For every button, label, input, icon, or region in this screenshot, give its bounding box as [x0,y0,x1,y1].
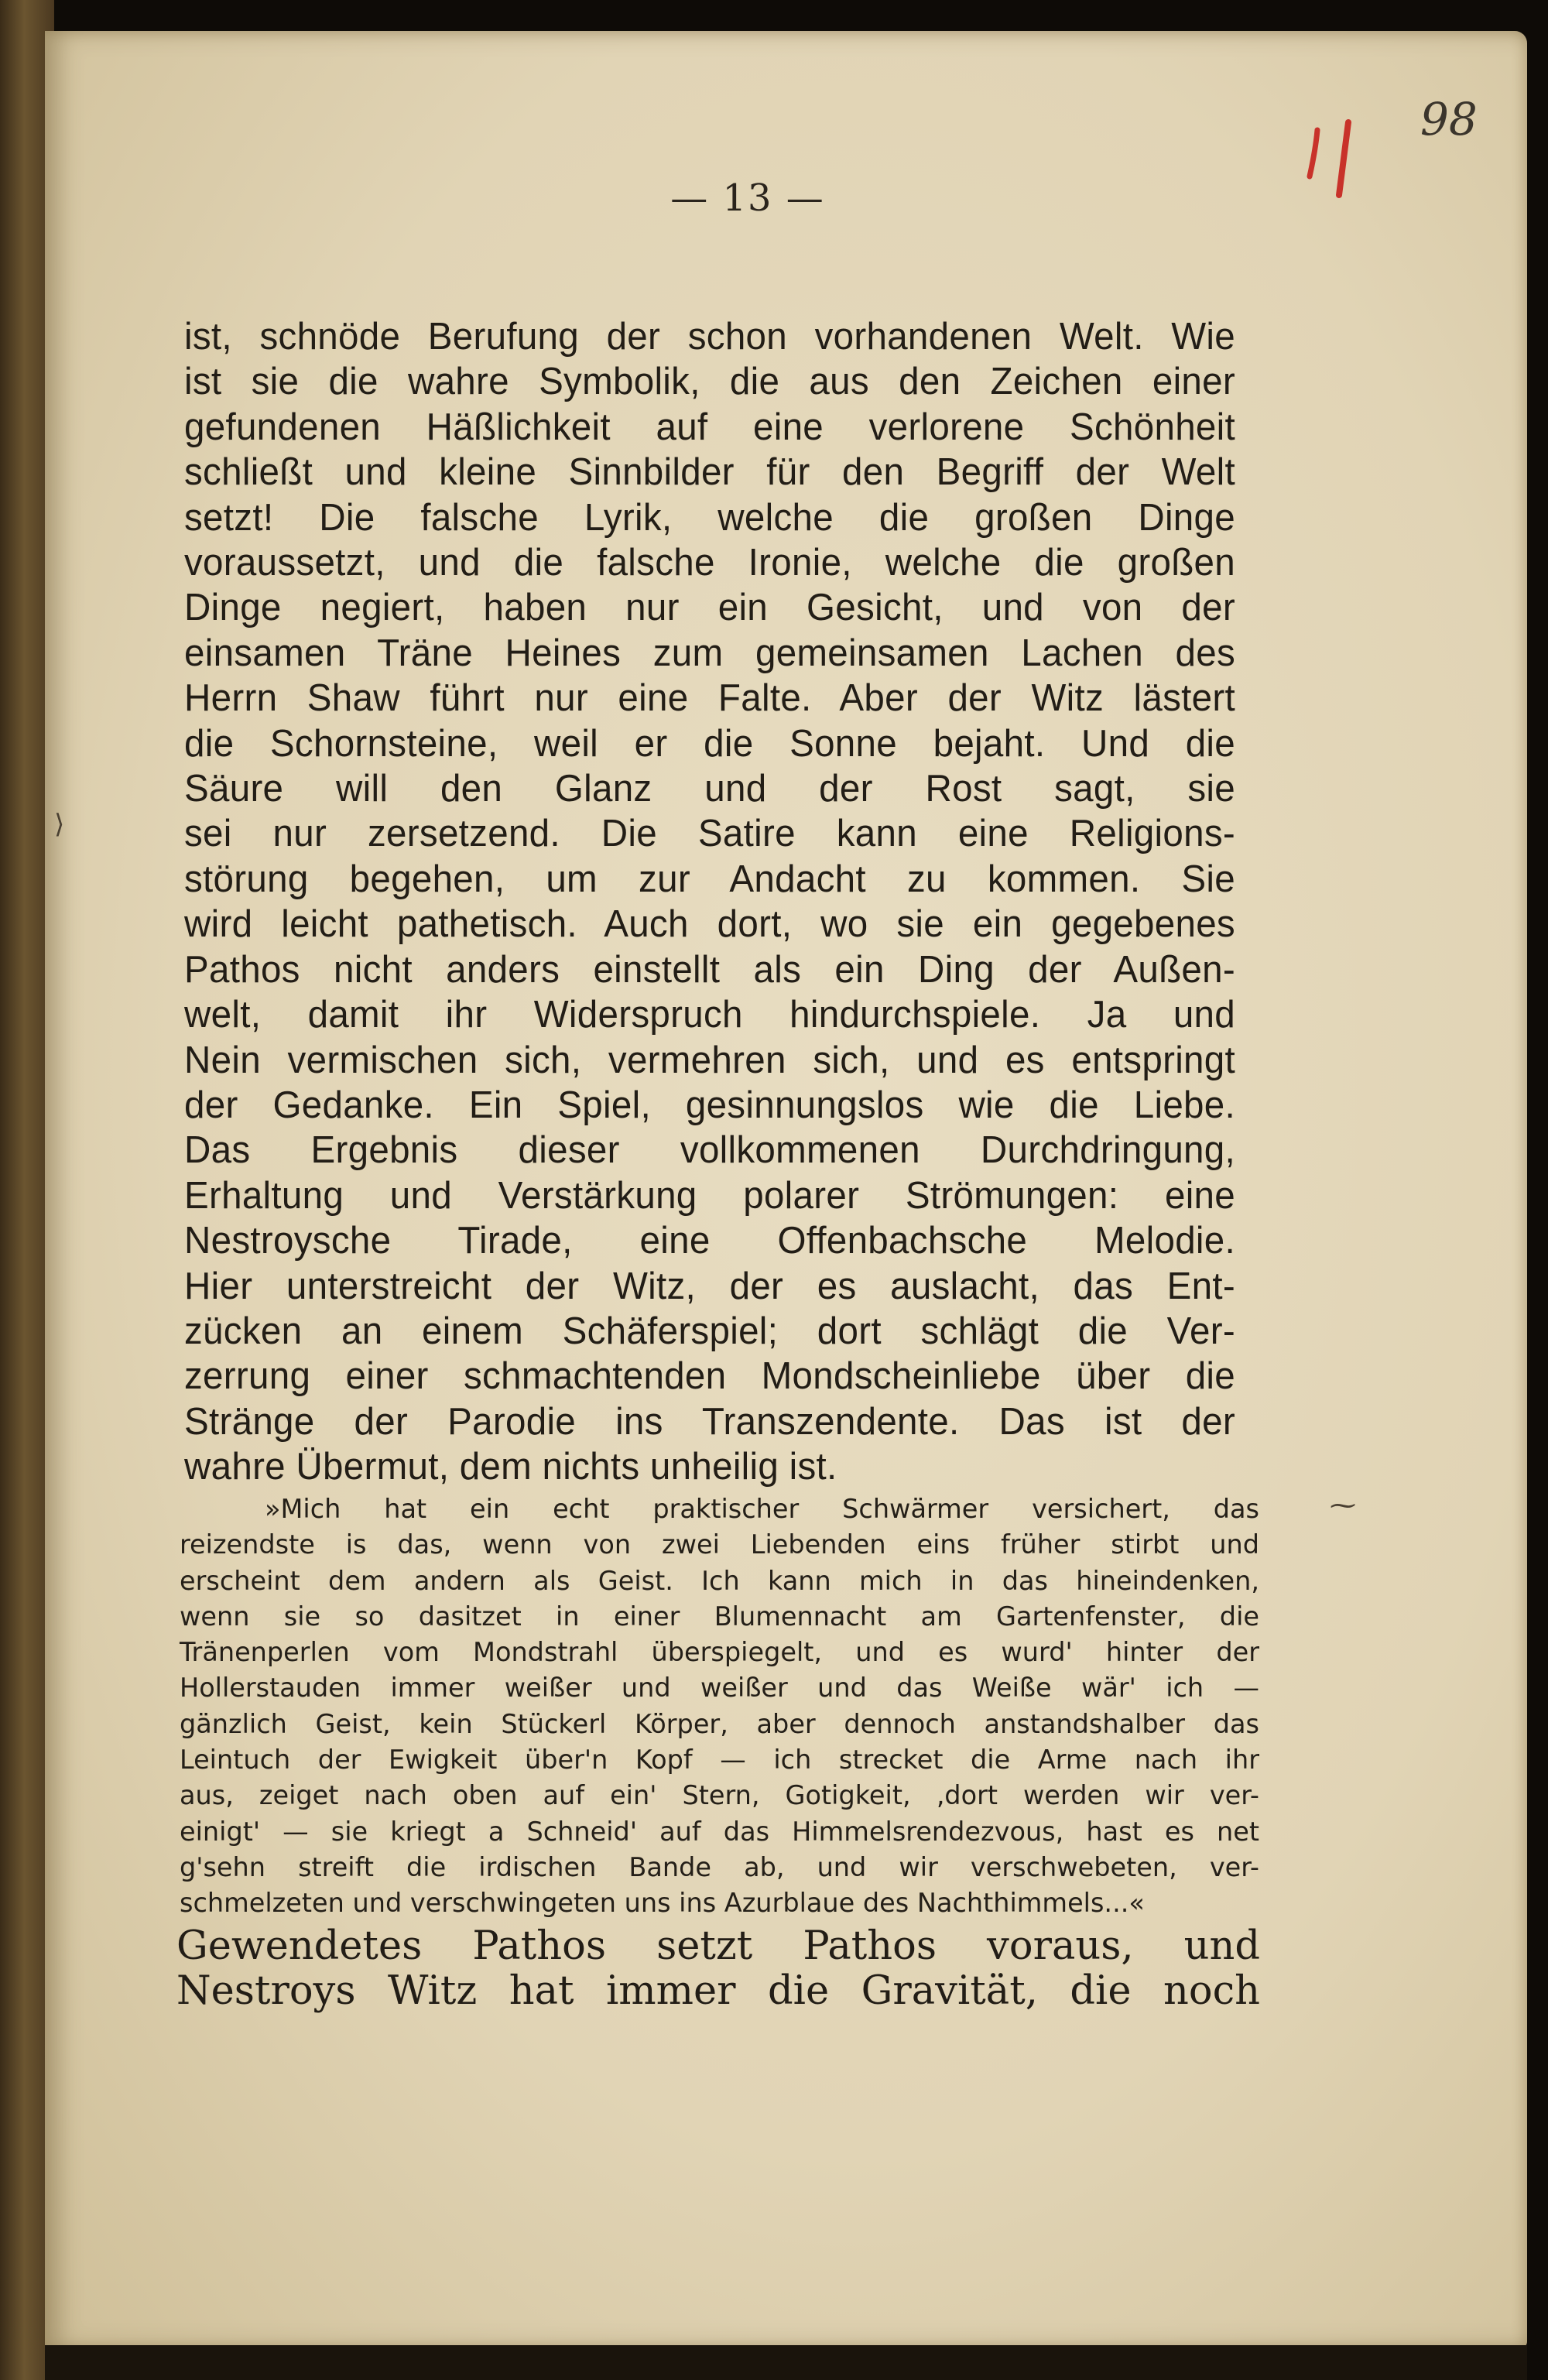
page-number: — 13 — [670,176,825,220]
archive-number: 98 [1420,93,1478,146]
main-text-block [184,314,1235,1490]
text-line: Das Ergebnis dieser vollkommenen Durchdringung, [184,1129,1235,1172]
text-line: wird leicht pathetisch. Auch dort, wo sie ein gegebenes [184,903,1235,946]
text-line: Herrn Shaw führt nur eine Falte. Aber der Witz lästert [184,677,1235,720]
quote-line: erscheint dem andern als Geist. Ich kann mich in das hineindenken, [180,1565,1259,1596]
text-line: Gewendetes Pathos setzt Pathos voraus, und [176,1923,1260,1969]
quote-line: Hollerstauden immer weißer und weißer und das Weiße wär' ich — [180,1673,1259,1704]
text-line: wahre Übermut, dem nichts unheilig ist. [184,1446,837,1488]
text-line: Stränge der Parodie ins Transzendente. Das ist der [184,1400,1235,1443]
quote-line: reizendste is das, wenn von zwei Liebenden eins früher stirbt und [180,1529,1259,1560]
text-line: Dinge negiert, haben nur ein Gesicht, und von der [184,587,1235,629]
text-line: Nestroys Witz hat immer die Gravität, die noch [176,1968,1260,2014]
text-line: setzt! Die falsche Lyrik, welche die großen Dinge [184,496,1235,539]
text-line: die Schornsteine, weil er die Sonne bejaht. Und die [184,722,1235,765]
text-line: Erhaltung und Verstärkung polarer Strömungen: eine [184,1174,1235,1217]
text-line: störung begehen, um zur Andacht zu kommen. Sie [184,858,1235,900]
quote-line: gänzlich Geist, kein Stückerl Körper, aber dennoch anstandshalber das [180,1708,1259,1739]
text-line: einsamen Träne Heines zum gemeinsamen Lachen des [184,632,1235,674]
quote-line: g'sehn streift die irdischen Bande ab, und wir verschwebeten, ver- [180,1851,1259,1882]
text-line: schließt und kleine Sinnbilder für den Begriff der Welt [184,451,1235,494]
text-line: Hier unterstreicht der Witz, der es auslacht, das Ent- [184,1265,1235,1307]
text-line: voraussetzt, und die falsche Ironie, welche die großen [184,542,1235,584]
page-shadow-edge [45,2345,1527,2380]
quote-line: schmelzeten und verschwingeten uns ins Azurblaue des Nachthimmels...« [180,1888,1145,1919]
text-line: gefundenen Häßlichkeit auf eine verlorene Schönheit [184,406,1235,448]
text-line: Nestroysche Tirade, eine Offenbachsche Melodie. [184,1220,1235,1262]
quotation-block [180,1491,1259,1922]
text-line: sei nur zersetzend. Die Satire kann eine Religions- [184,813,1235,855]
text-line: Säure will den Glanz und der Rost sagt, sie [184,768,1235,810]
text-line: Nein vermischen sich, vermehren sich, und es entspringt [184,1039,1235,1081]
binding-tick-mark-icon: ⟩ [54,809,65,840]
quote-line: einigt' — sie kriegt a Schneid' auf das Himmelsrendezvous, hast es net [180,1816,1259,1847]
red-pencil-mark-icon [1300,116,1370,201]
quote-line: aus, zeiget nach oben auf ein' Stern, Gotigkeit, ‚dort werden wir ver- [180,1780,1259,1811]
text-line: welt, damit ihr Widerspruch hindurchspiele. Ja und [184,994,1235,1036]
stray-ink-mark-icon: ⁓ [1330,1490,1356,1521]
text-line: zerrung einer schmachtenden Mondscheinliebe über die [184,1355,1235,1398]
text-line: Pathos nicht anders einstellt als ein Ding der Außen- [184,948,1235,991]
text-line: ist, schnöde Berufung der schon vorhandenen Welt. Wie [184,316,1235,358]
quote-line: Leintuch der Ewigkeit über'n Kopf — ich strecket die Arme nach ihr [180,1745,1259,1776]
text-line: ist sie die wahre Symbolik, die aus den Zeichen einer [184,361,1235,403]
text-line: der Gedanke. Ein Spiel, gesinnungslos wie die Liebe. [184,1084,1235,1126]
quote-line: Tränenperlen vom Mondstrahl überspiegelt, und es wurd' hinter der [180,1637,1259,1668]
quote-line: wenn sie so dasitzet in einer Blumennacht am Gartenfenster, die [180,1601,1259,1632]
quote-line: »Mich hat ein echt praktischer Schwärmer versichert, das [265,1494,1259,1524]
text-line: zücken an einem Schäferspiel; dort schlägt die Ver- [184,1310,1235,1352]
closing-text-block [176,1924,1260,2014]
